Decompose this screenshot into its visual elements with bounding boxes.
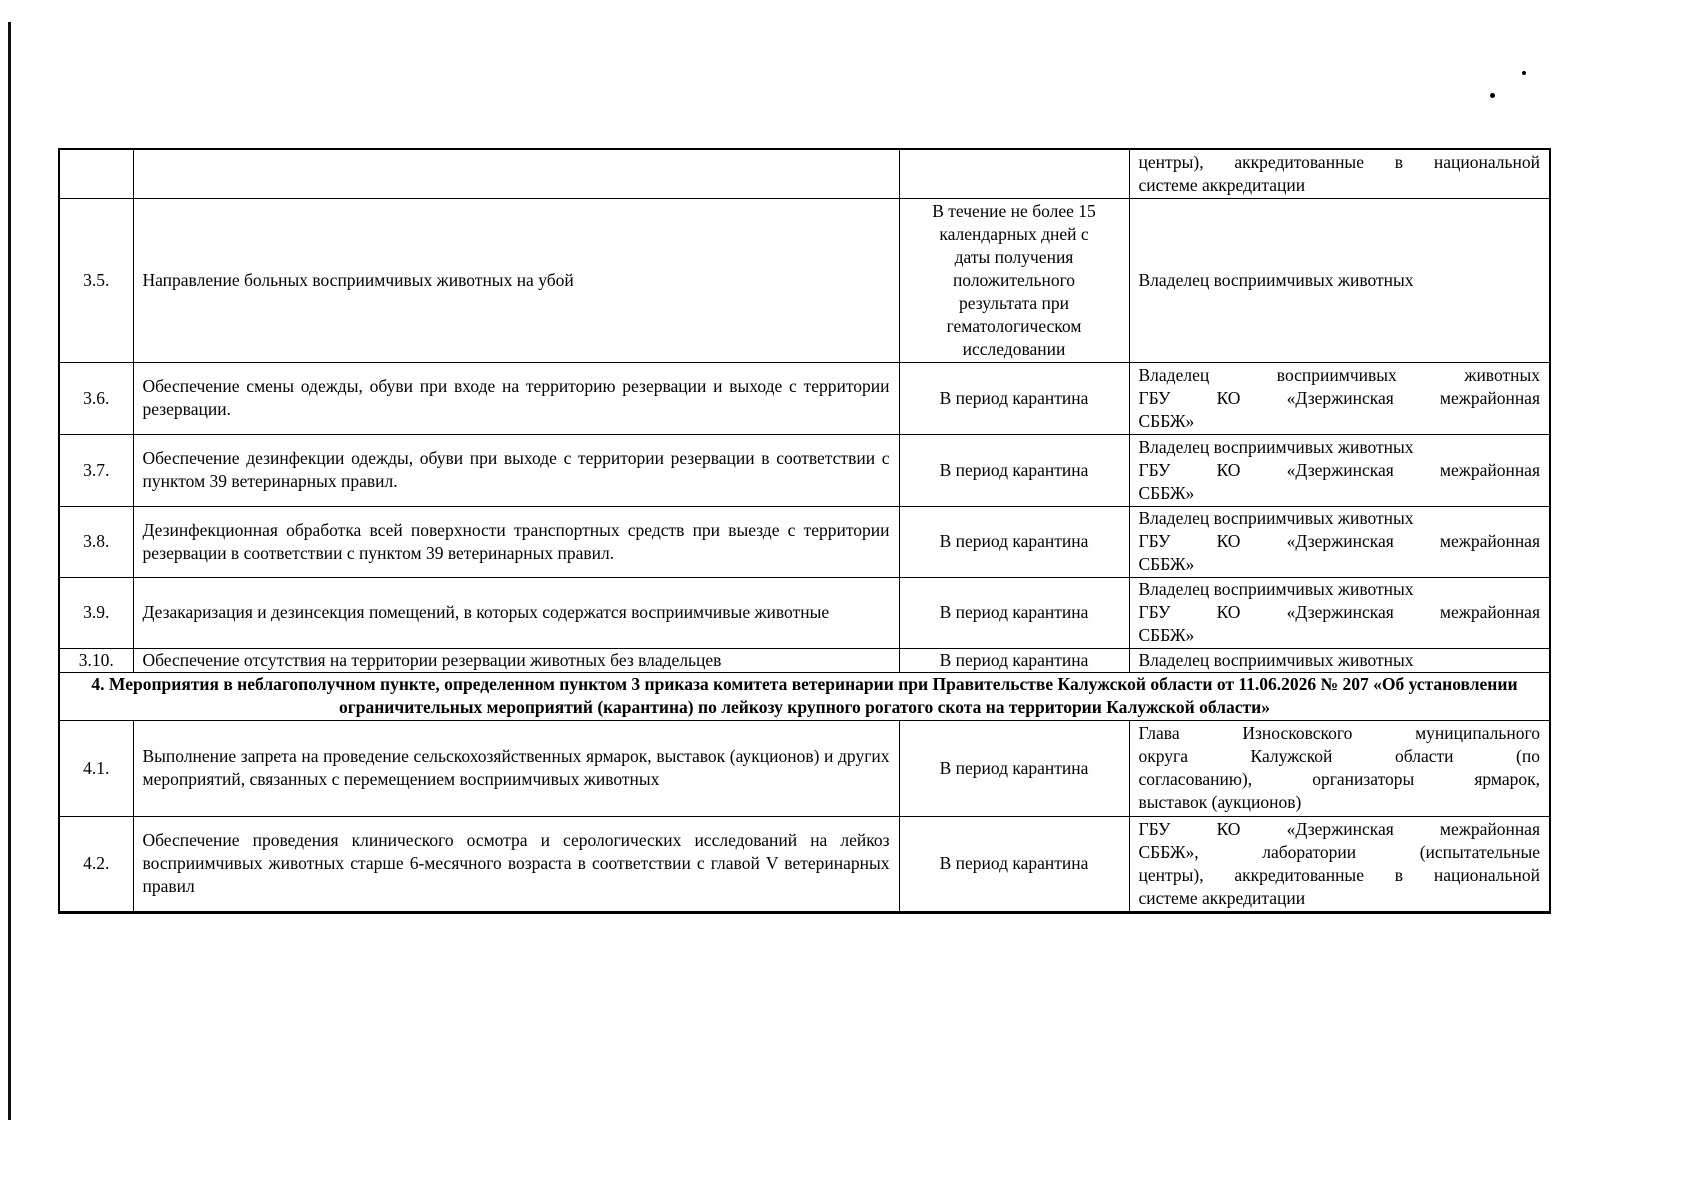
row-number: 3.9. (59, 577, 133, 648)
row-number: 3.7. (59, 434, 133, 506)
row-term: В период карантина (899, 648, 1129, 672)
table-row (59, 434, 1550, 506)
row-responsible (1129, 506, 1550, 577)
responsible-line: выставок (аукционов) (1138, 792, 1302, 812)
row-responsible (1129, 149, 1550, 198)
responsible-line: системе аккредитации (1138, 174, 1306, 195)
responsible-line: Владелец восприимчивых животных (1138, 508, 1414, 528)
responsible-line: СББЖ» (1138, 410, 1195, 431)
table-row (59, 506, 1550, 577)
row-number: 3.6. (59, 362, 133, 434)
row-action: Обеспечение дезинфекции одежды, обуви при выходе с территории резервации в соответствии с пунктом 39 ветеринарных правил. (133, 434, 899, 506)
row-term: В период карантина (899, 506, 1129, 577)
responsible-line: СББЖ» (1138, 554, 1195, 574)
row-responsible (1129, 648, 1550, 672)
responsible-line: ГБУ КО «Дзержинская межрайонная (1138, 459, 1540, 480)
row-action (133, 149, 899, 198)
responsible-line: округа Калужской области (по (1138, 746, 1540, 766)
table-row (59, 149, 1550, 198)
row-term: В период карантина (899, 577, 1129, 648)
table-row (59, 648, 1550, 672)
scan-speck (1522, 71, 1526, 75)
row-action: Направление больных восприимчивых животных на убой (133, 198, 899, 362)
row-action: Обеспечение смены одежды, обуви при входе на территорию резервации и выходе с территории резервации. (133, 362, 899, 434)
responsible-line: Владелец восприимчивых животных (1138, 579, 1414, 599)
row-action: Выполнение запрета на проведение сельскохозяйственных ярмарок, выставок (аукционов) и других мероприятий, связанных с перемещением восприимчивых животных (133, 720, 899, 816)
row-number: 4.2. (59, 816, 133, 912)
row-term: В течение не более 15 календарных дней с даты получения положительного результата при гематологическом исследовании (899, 198, 1129, 362)
row-term: В период карантина (899, 720, 1129, 816)
section-heading-row (59, 672, 1550, 720)
row-action: Обеспечение отсутствия на территории резервации животных без владельцев (133, 648, 899, 672)
row-action: Дезинфекционная обработка всей поверхности транспортных средств при выезде с территории резервации в соответствии с пунктом 39 ветеринарных правил. (133, 506, 899, 577)
row-responsible (1129, 434, 1550, 506)
measures-table (58, 148, 1551, 914)
responsible-line: Владелец восприимчивых животных (1138, 269, 1414, 290)
row-term: В период карантина (899, 362, 1129, 434)
page-margin-line (8, 22, 11, 1120)
responsible-line: СББЖ» (1138, 625, 1195, 645)
row-term: В период карантина (899, 434, 1129, 506)
responsible-line: согласованию), организаторы ярмарок, (1138, 769, 1540, 789)
responsible-line: ГБУ КО «Дзержинская межрайонная (1138, 602, 1540, 622)
row-responsible (1129, 577, 1550, 648)
responsible-line: центры), аккредитованные в национальной (1138, 151, 1540, 172)
row-responsible (1129, 362, 1550, 434)
row-number: 3.8. (59, 506, 133, 577)
responsible-line: системе аккредитации (1138, 887, 1306, 908)
responsible-line: Глава Износковского муниципального (1138, 723, 1540, 743)
responsible-line: Владелец восприимчивых животных (1138, 649, 1414, 670)
table-row (59, 720, 1550, 816)
row-number: 3.10. (59, 648, 133, 672)
responsible-line: ГБУ КО «Дзержинская межрайонная (1138, 818, 1540, 839)
row-responsible (1129, 816, 1550, 912)
responsible-line: Владелец восприимчивых животных (1138, 364, 1540, 385)
row-number (59, 149, 133, 198)
row-number: 3.5. (59, 198, 133, 362)
responsible-line: центры), аккредитованные в национальной (1138, 864, 1540, 885)
scan-speck (1490, 93, 1495, 98)
row-number: 4.1. (59, 720, 133, 816)
responsible-line: СББЖ» (1138, 482, 1195, 503)
responsible-line: ГБУ КО «Дзержинская межрайонная (1138, 531, 1540, 551)
responsible-line: ГБУ КО «Дзержинская межрайонная (1138, 387, 1540, 408)
table-row (59, 816, 1550, 912)
responsible-line: СББЖ», лаборатории (испытательные (1138, 841, 1540, 862)
row-action: Дезакаризация и дезинсекция помещений, в которых содержатся восприимчивые животные (133, 577, 899, 648)
table-row (59, 362, 1550, 434)
row-action: Обеспечение проведения клинического осмотра и серологических исследований на лейкоз восприимчивых животных старше 6-месячного возраста в соответствии с главой V ветеринарных правил (133, 816, 899, 912)
responsible-line: Владелец восприимчивых животных (1138, 436, 1414, 457)
row-term (899, 149, 1129, 198)
row-responsible (1129, 198, 1550, 362)
table-row (59, 198, 1550, 362)
section-heading: 4. Мероприятия в неблагополучном пункте, определенном пунктом 3 приказа комитета ветеринарии при Правительстве Калужской области от 11.06.2026 № 207 «Об установлении ограничительных мероприятий (карантина) по лейкозу крупного рогатого скота на территории Калужской области» (59, 672, 1550, 720)
row-responsible (1129, 720, 1550, 816)
table-row (59, 577, 1550, 648)
row-term: В период карантина (899, 816, 1129, 912)
